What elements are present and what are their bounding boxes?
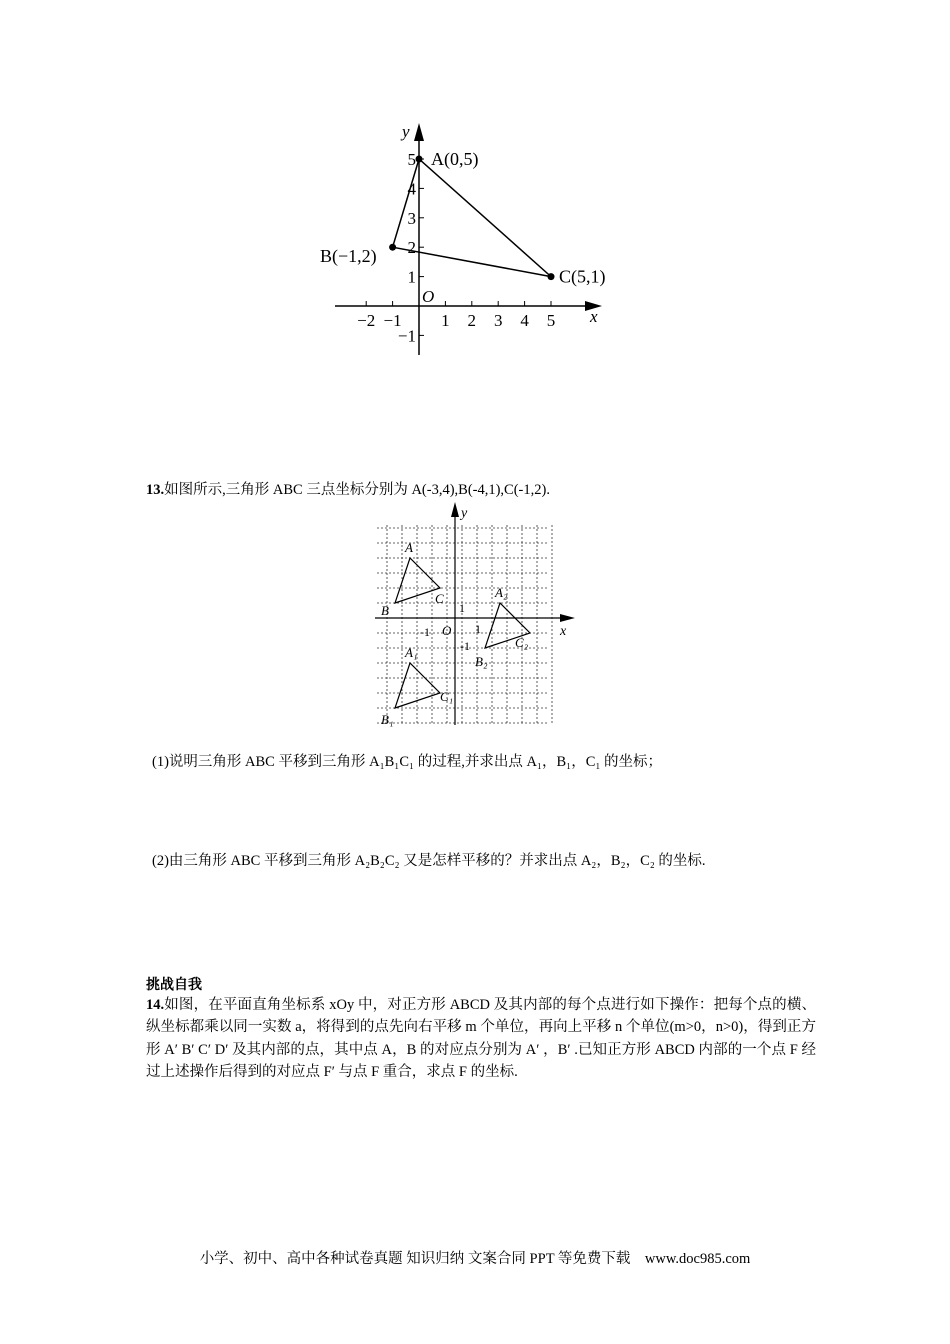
question-number: 13. [146,482,165,498]
tick-label: -1 [420,625,430,639]
x-axis-arrow [560,614,575,622]
y-tick-label: 2 [407,238,416,258]
question-13-stem [146,478,550,499]
point-B [389,244,396,251]
question-text: 如图，在平面直角坐标系 xOy 中，对正方形 ABCD 及其内部的每个点进行如下操作：把每个点的横、纵坐标都乘以同一实数 a，将得到的点先向右平移 m 个单位，再向上平移 n 个单位(m>0，n>0)，得到正方形 A′ B′ C′ D′ 及其内部的点，其中点 A，B 的对应点分别为 A′ ，B′ .已知正方形 ABCD 内部的一个点 F 经过上述操作后得到的对应点 F′ 与点 F 重合，求点 F 的坐标. [146,997,816,1081]
vertex-label: A [405,540,413,555]
vertex-label: C₂ [515,635,529,650]
origin-label: O [442,623,452,638]
tick-label: 1 [475,622,481,636]
vertex-label: A₂ [495,585,508,600]
x-tick-label: −1 [383,311,402,330]
x-tick-label: 4 [520,311,529,330]
vertex-label: C [435,591,444,606]
point-A [416,156,423,163]
y-axis-label: y [461,506,468,521]
x-axis-label: x [560,624,567,639]
x-axis-label: x [590,307,598,326]
question-14 [146,994,816,1084]
section-title: 挑战自我 [146,977,202,993]
figure-grid-translation [370,500,580,730]
question-13-part-1: (1)说明三角形 ABC 平移到三角形 A₁B₁C₁ 的过程,并求出点 A₁，B₁，C₁ 的坐标； [152,754,663,770]
tick-label: 1 [459,601,465,615]
y-axis-arrow [414,123,424,141]
origin-label: O [422,287,435,306]
y-tick-label: −1 [397,326,416,346]
triangle [395,558,440,603]
x-tick-label: 5 [546,311,556,330]
footer: 小学、初中、高中各种试卷真题 知识归纳 文案合同 PPT 等免费下载 www.doc985.com [199,1251,751,1267]
question-13-part-2: (2)由三角形 ABC 平移到三角形 A₂B₂C₂ 又是怎样平移的？并求出点 A₂，B₂，C₂ 的坐标. [152,853,706,869]
point-label: B(−1,2) [320,246,377,267]
triangle-abc [393,159,551,277]
question-text: 如图所示,三角形 ABC 三点坐标分别为 A(-3,4),B(-4,1),C(-1,2). [164,482,550,498]
point-label: C(5,1) [559,266,606,287]
x-tick-label: 1 [441,311,450,330]
y-tick-label: 1 [407,267,416,287]
y-tick-label: 4 [407,179,416,199]
y-axis-label: y [402,122,410,141]
x-tick-label: 3 [493,311,503,330]
tick-label: -1 [460,639,470,653]
point-label: A(0,5) [431,149,479,169]
y-axis-arrow [451,502,459,517]
y-tick-label: 5 [407,150,416,169]
x-tick-label: 2 [467,311,477,330]
figure-triangle-coordinates [320,115,630,360]
x-tick-label: −2 [357,311,376,330]
question-number: 14. [146,997,165,1013]
vertex-label: A₁ [405,645,418,660]
y-tick-label: 3 [407,208,416,228]
vertex-label: B₂ [475,654,488,669]
point-C [548,273,555,280]
vertex-label: C₁ [440,689,454,704]
vertex-label: B₁ [381,712,394,727]
vertex-label: B [381,603,389,618]
